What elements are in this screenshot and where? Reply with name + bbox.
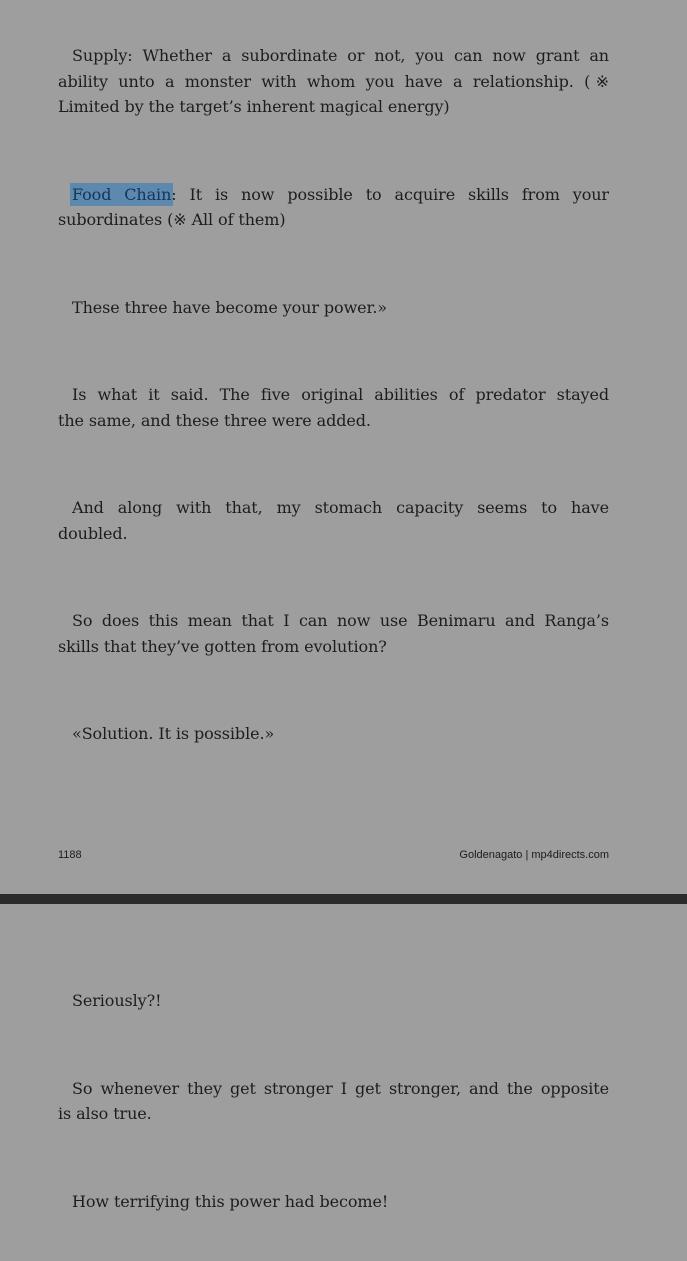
text-line [58, 382, 609, 408]
text-segment: «Solution. It is possible.» [72, 724, 275, 743]
paragraph [58, 495, 609, 546]
page-2 [0, 904, 687, 1261]
paragraph [58, 295, 609, 321]
text-segment: And along with that, my stomach capacity seems to have [72, 498, 609, 517]
text-segment: : It is now possible to acquire skills from your [171, 184, 609, 204]
text-segment: doubled. [58, 523, 128, 543]
page-number-label: 1188 [58, 849, 82, 861]
paragraph [58, 182, 609, 233]
text-segment: Seriously?! [72, 991, 162, 1010]
text-segment: These three have become your power.» [72, 297, 388, 317]
text-line [58, 207, 609, 233]
text-line [58, 1189, 609, 1215]
paragraph [58, 608, 609, 659]
text-segment: So whenever they get stronger I get stronger, and the opposite [72, 1078, 609, 1098]
text-line [58, 721, 609, 747]
text-segment: Supply: Whether a subordinate or not, you can now grant an [72, 46, 609, 65]
page-separator [0, 894, 687, 904]
text-segment: is also true. [58, 1104, 152, 1123]
text-line [58, 1101, 609, 1127]
watermark-label: Goldenagato | mp4directs.com [459, 849, 609, 861]
highlighted-text[interactable]: Food Chain [72, 184, 172, 204]
text-line [58, 295, 609, 321]
text-segment: Limited by the target’s inherent magical energy) [58, 97, 450, 116]
paragraph [58, 988, 609, 1014]
text-segment: ability unto a monster with whom you have a relationship. (※ [58, 71, 609, 91]
text-line [58, 94, 609, 120]
text-line [58, 43, 609, 69]
text-line [58, 521, 609, 547]
text-line [58, 988, 609, 1014]
text-segment: subordinates (※ All of them) [58, 210, 286, 229]
paragraph [58, 721, 609, 747]
text-line [58, 182, 609, 208]
text-line [58, 608, 609, 634]
text-line [58, 495, 609, 521]
paragraph [58, 1189, 609, 1215]
text-line [58, 69, 609, 95]
paragraph [58, 43, 609, 120]
paragraph [58, 1076, 609, 1127]
page-2-text [58, 988, 609, 1261]
text-segment: So does this mean that I can now use Benimaru and Ranga’s [72, 611, 609, 630]
page-footer [58, 849, 609, 862]
text-segment: the same, and these three were added. [58, 410, 371, 430]
page-1-text [58, 43, 609, 809]
text-segment: Is what it said. The five original abilities of predator stayed [72, 385, 609, 404]
text-line [58, 408, 609, 434]
paragraph [58, 382, 609, 433]
text-line [58, 1076, 609, 1102]
text-segment: skills that they’ve gotten from evolution? [58, 636, 387, 656]
text-segment: How terrifying this power had become! [72, 1191, 389, 1211]
text-line [58, 634, 609, 660]
